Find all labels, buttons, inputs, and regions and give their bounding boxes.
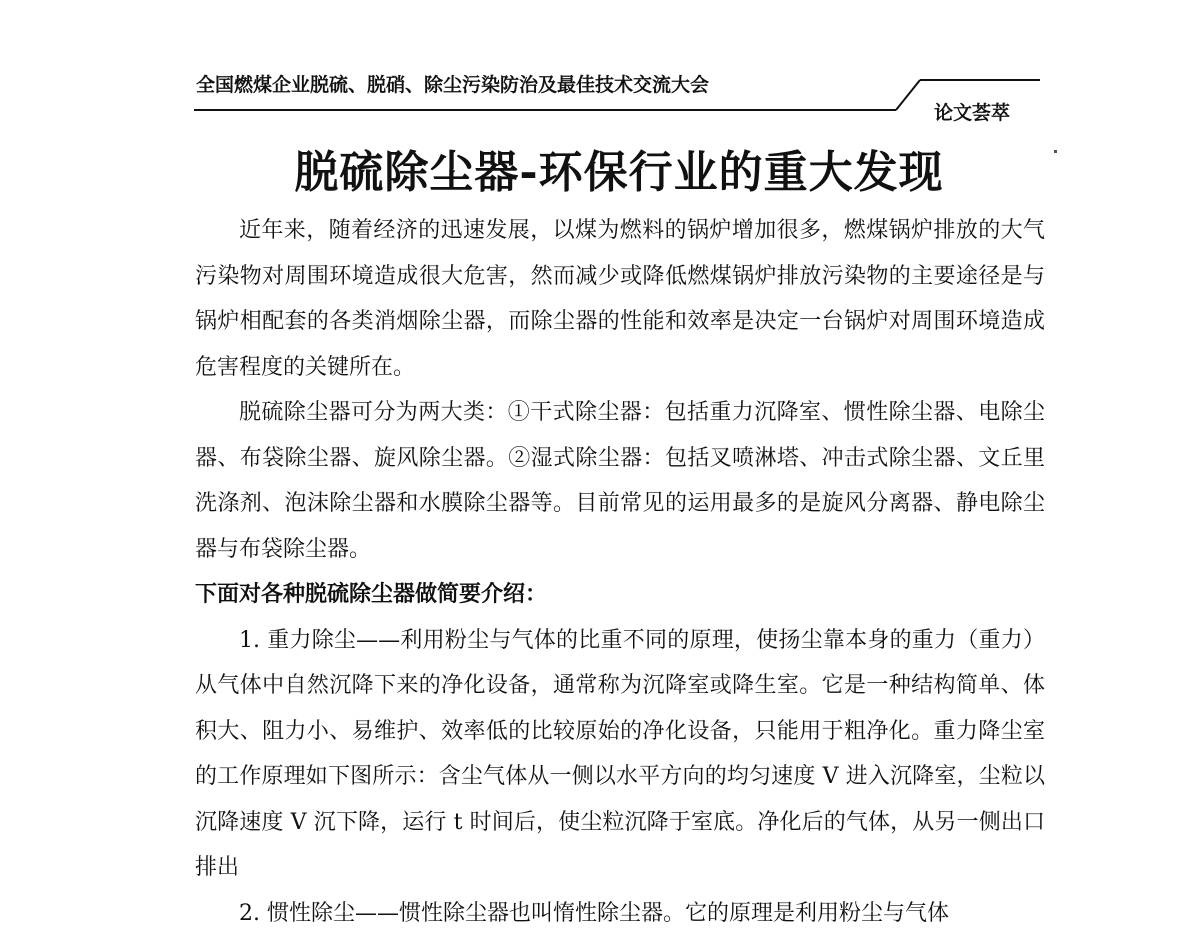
paragraph-gravity: 1. 重力除尘——利用粉尘与气体的比重不同的原理，使扬尘靠本身的重力（重力）从气体中自然沉降下来的净化设备，通常称为沉降室或降生室。它是一种结构简单、体积大、阻力小、易维护、效率低的比较原始的净化设备，只能用于粗净化。重力降尘室的工作原理如下图所示：含尘气体从一侧以水平方向的均匀速度 V 进入沉降室，尘粒以沉降速度 V 沉下降，运行 t 时间后，使尘粒沉降于室底。净化后的气体，从另一侧出口排出	[195, 627, 1045, 880]
section-label: 论文荟萃	[934, 102, 1011, 124]
body-text	[195, 208, 1045, 936]
conference-header: 全国燃煤企业脱硫、脱硝、除尘污染防治及最佳技术交流大会	[196, 74, 710, 96]
header-rule	[0, 0, 1200, 130]
paper-title: 脱硫除尘器-环保行业的重大发现	[294, 147, 944, 198]
scan-speck	[1054, 150, 1057, 153]
paragraph-inertial: 2. 惯性除尘——惯性除尘器也叫惰性除尘器。它的原理是利用粉尘与气体	[239, 900, 949, 926]
header-rule-slant	[896, 80, 920, 110]
paragraph-subheading: 下面对各种脱硫除尘器做简要介绍：	[195, 581, 548, 607]
paragraph-intro: 近年来，随着经济的迅速发展，以煤为燃料的锅炉增加很多，燃煤锅炉排放的大气污染物对周围环境造成很大危害，然而减少或降低燃煤锅炉排放污染物的主要途径是与锅炉相配套的各类消烟除尘器，而除尘器的性能和效率是决定一台锅炉对周围环境造成危害程度的关键所在。	[195, 218, 1045, 380]
paragraph-classification: 脱硫除尘器可分为两大类：①干式除尘器：包括重力沉降室、惯性除尘器、电除尘器、布袋除尘器、旋风除尘器。②湿式除尘器：包括叉喷淋塔、冲击式除尘器、文丘里洗涤剂、泡沫除尘器和水膜除尘器等。目前常见的运用最多的是旋风分离器、静电除尘器与布袋除尘器。	[195, 400, 1045, 562]
